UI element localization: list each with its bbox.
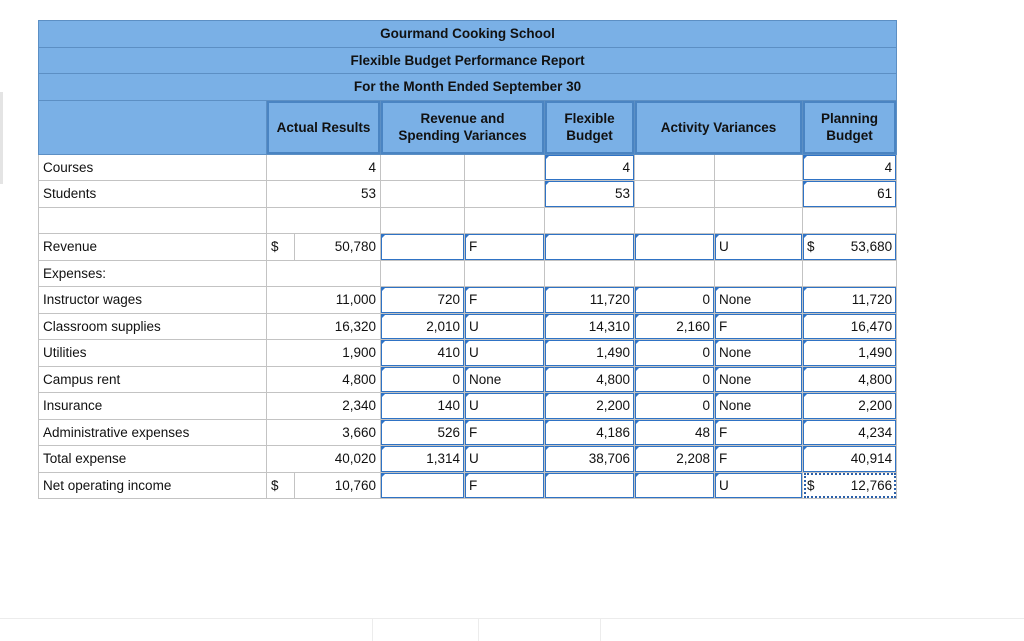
header-rev-spend-line-2: Spending Variances — [398, 128, 527, 143]
flexible-budget-input[interactable]: 11,720 — [545, 287, 635, 314]
av-variance-input[interactable]: 0 — [635, 393, 715, 420]
rs-flag-input[interactable]: F — [465, 472, 545, 499]
av-variance-input[interactable]: 0 — [635, 340, 715, 367]
spacer-cell — [545, 207, 635, 234]
av-flag-cell — [715, 181, 803, 208]
row-students — [39, 181, 897, 208]
actual-cell: 50,780 — [295, 234, 381, 261]
flexible-cell — [545, 260, 635, 287]
av-flag-input[interactable]: F — [715, 446, 803, 473]
rs-variance-input[interactable]: 1,314 — [381, 446, 465, 473]
planning-budget-input[interactable]: 2,200 — [803, 393, 897, 420]
rs-variance-input[interactable]: 410 — [381, 340, 465, 367]
flexible-budget-input[interactable]: 2,200 — [545, 393, 635, 420]
actual-cell: 4,800 — [267, 366, 381, 393]
flexible-budget-input[interactable] — [545, 472, 635, 499]
planning-money — [807, 478, 892, 493]
row-expenses-heading — [39, 260, 897, 287]
planning-budget-input[interactable]: 4,234 — [803, 419, 897, 446]
report-title-row-2 — [39, 47, 897, 74]
actual-cell: 40,020 — [267, 446, 381, 473]
planning-budget-input[interactable]: 4 — [803, 154, 897, 181]
rs-flag-input[interactable]: U — [465, 393, 545, 420]
bottom-strip — [0, 618, 1024, 641]
av-flag-input[interactable]: U — [715, 234, 803, 261]
planning-budget-input[interactable]: 4,800 — [803, 366, 897, 393]
planning-value: 12,766 — [850, 477, 893, 493]
header-activity-variances: Activity Variances — [635, 100, 803, 154]
spacer-cell — [267, 207, 381, 234]
strip-divider — [372, 619, 373, 641]
currency-symbol: $ — [807, 477, 815, 493]
rs-flag-cell — [465, 154, 545, 181]
av-variance-cell — [635, 260, 715, 287]
av-flag-input[interactable]: U — [715, 472, 803, 499]
rs-variance-input[interactable]: 140 — [381, 393, 465, 420]
rs-flag-input[interactable]: F — [465, 234, 545, 261]
rs-flag-input[interactable]: F — [465, 419, 545, 446]
report-title-row-1 — [39, 21, 897, 48]
av-flag-input[interactable]: None — [715, 366, 803, 393]
actual-cell — [267, 260, 381, 287]
header-flexible-line-1: Flexible — [564, 111, 615, 126]
row-label: Instructor wages — [39, 287, 267, 314]
rs-variance-cell — [381, 154, 465, 181]
av-variance-input[interactable] — [635, 234, 715, 261]
av-variance-cell — [635, 154, 715, 181]
company-name: Gourmand Cooking School — [39, 21, 897, 48]
flexible-budget-input[interactable]: 4,800 — [545, 366, 635, 393]
actual-cell: 4 — [267, 154, 381, 181]
av-variance-input[interactable]: 2,208 — [635, 446, 715, 473]
av-variance-input[interactable] — [635, 472, 715, 499]
row-total-expense — [39, 446, 897, 473]
row-label: Net operating income — [39, 472, 267, 499]
row-label: Courses — [39, 154, 267, 181]
flexible-budget-input[interactable]: 4,186 — [545, 419, 635, 446]
report-title-row-3 — [39, 74, 897, 101]
flexible-budget-input[interactable]: 4 — [545, 154, 635, 181]
row-label: Total expense — [39, 446, 267, 473]
row-label: Campus rent — [39, 366, 267, 393]
actual-cell: 3,660 — [267, 419, 381, 446]
row-utilities — [39, 340, 897, 367]
rs-flag-input[interactable]: U — [465, 446, 545, 473]
rs-variance-input[interactable]: 526 — [381, 419, 465, 446]
actual-cell: 53 — [267, 181, 381, 208]
flexible-budget-input[interactable]: 53 — [545, 181, 635, 208]
flexible-budget-input[interactable]: 14,310 — [545, 313, 635, 340]
actual-cell: 11,000 — [267, 287, 381, 314]
header-actual-results: Actual Results — [267, 100, 381, 154]
row-revenue — [39, 234, 897, 261]
actual-cell: 1,900 — [267, 340, 381, 367]
av-flag-input[interactable]: None — [715, 287, 803, 314]
av-flag-cell — [715, 154, 803, 181]
header-planning-line-2: Budget — [826, 128, 873, 143]
planning-money — [807, 239, 892, 254]
row-administrative-expenses — [39, 419, 897, 446]
spacer-cell — [803, 207, 897, 234]
row-spacer — [39, 207, 897, 234]
flexible-budget-input[interactable]: 38,706 — [545, 446, 635, 473]
performance-report-table — [38, 20, 897, 499]
planning-budget-input[interactable]: 11,720 — [803, 287, 897, 314]
row-label: Insurance — [39, 393, 267, 420]
flexible-budget-input[interactable]: 1,490 — [545, 340, 635, 367]
report-title: Flexible Budget Performance Report — [39, 47, 897, 74]
strip-divider — [600, 619, 601, 641]
report-period: For the Month Ended September 30 — [39, 74, 897, 101]
strip-divider — [478, 619, 479, 641]
rs-variance-input[interactable]: 720 — [381, 287, 465, 314]
row-label: Utilities — [39, 340, 267, 367]
row-label: Students — [39, 181, 267, 208]
rs-variance-input[interactable] — [381, 234, 465, 261]
row-courses — [39, 154, 897, 181]
planning-budget-input[interactable]: 16,470 — [803, 313, 897, 340]
actual-cell: 2,340 — [267, 393, 381, 420]
rs-variance-cell — [381, 260, 465, 287]
currency-symbol: $ — [267, 472, 295, 499]
row-label: Administrative expenses — [39, 419, 267, 446]
spacer-cell — [39, 207, 267, 234]
header-blank — [39, 100, 267, 154]
av-flag-input[interactable]: None — [715, 340, 803, 367]
header-rev-spend-line-1: Revenue and — [420, 111, 505, 126]
av-variance-input[interactable]: 0 — [635, 366, 715, 393]
header-flexible-line-2: Budget — [566, 128, 613, 143]
header-flexible-budget — [545, 100, 635, 154]
rs-flag-input[interactable]: None — [465, 366, 545, 393]
rs-flag-input[interactable]: U — [465, 313, 545, 340]
left-edge-marker — [0, 92, 3, 184]
av-flag-input[interactable]: F — [715, 419, 803, 446]
planning-cell — [803, 260, 897, 287]
actual-cell: 16,320 — [267, 313, 381, 340]
rs-variance-cell — [381, 181, 465, 208]
spacer-cell — [381, 207, 465, 234]
header-planning-line-1: Planning — [821, 111, 879, 126]
row-campus-rent — [39, 366, 897, 393]
currency-symbol: $ — [807, 239, 815, 255]
flexible-budget-input[interactable] — [545, 234, 635, 261]
planning-budget-input[interactable]: 1,490 — [803, 340, 897, 367]
row-label: Expenses: — [39, 260, 267, 287]
rs-variance-input[interactable]: 2,010 — [381, 313, 465, 340]
column-header-row — [39, 100, 897, 154]
row-net-operating-income — [39, 472, 897, 499]
av-flag-cell — [715, 260, 803, 287]
header-revenue-spending-variances — [381, 100, 545, 154]
av-variance-input[interactable]: 2,160 — [635, 313, 715, 340]
av-variance-cell — [635, 181, 715, 208]
planning-value: 53,680 — [850, 239, 893, 255]
spacer-cell — [465, 207, 545, 234]
currency-symbol: $ — [267, 234, 295, 261]
spacer-cell — [635, 207, 715, 234]
rs-flag-cell — [465, 260, 545, 287]
planning-budget-input[interactable]: 40,914 — [803, 446, 897, 473]
spacer-cell — [715, 207, 803, 234]
rs-variance-input[interactable] — [381, 472, 465, 499]
actual-cell: 10,760 — [295, 472, 381, 499]
row-insurance — [39, 393, 897, 420]
rs-flag-input[interactable]: U — [465, 340, 545, 367]
row-classroom-supplies — [39, 313, 897, 340]
planning-budget-input[interactable]: 61 — [803, 181, 897, 208]
av-variance-input[interactable]: 48 — [635, 419, 715, 446]
header-planning-budget — [803, 100, 897, 154]
rs-variance-input[interactable]: 0 — [381, 366, 465, 393]
rs-flag-cell — [465, 181, 545, 208]
row-instructor-wages — [39, 287, 897, 314]
av-variance-input[interactable]: 0 — [635, 287, 715, 314]
planning-budget-input[interactable] — [803, 234, 897, 261]
planning-budget-selected-cell[interactable] — [803, 472, 897, 499]
row-label: Revenue — [39, 234, 267, 261]
av-flag-input[interactable]: F — [715, 313, 803, 340]
row-label: Classroom supplies — [39, 313, 267, 340]
rs-flag-input[interactable]: F — [465, 287, 545, 314]
av-flag-input[interactable]: None — [715, 393, 803, 420]
